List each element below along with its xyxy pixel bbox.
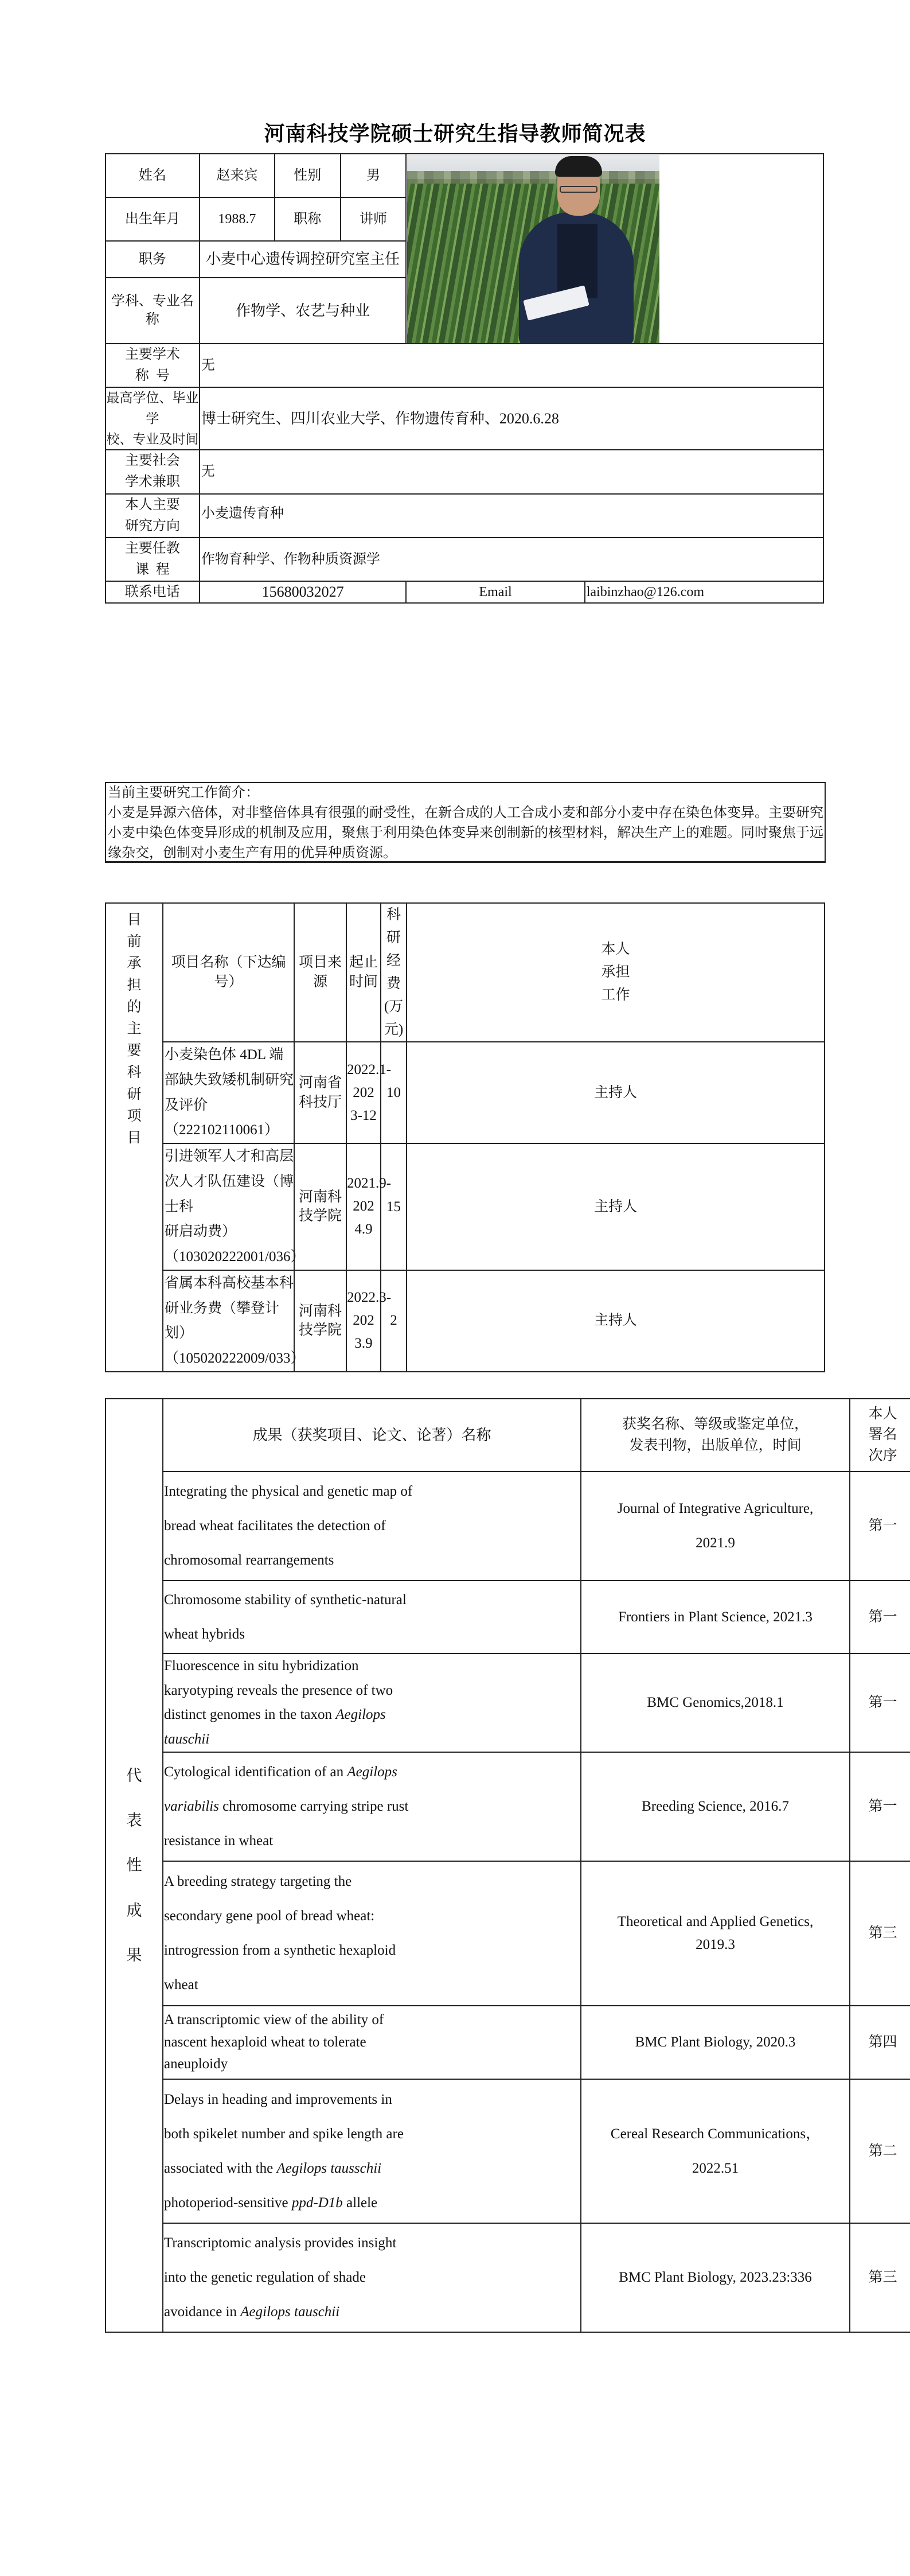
- subject-value: 作物学、农艺与种业: [200, 278, 407, 344]
- title-line: [164, 2186, 580, 2220]
- achievement-title: [163, 1752, 581, 1861]
- rank-value: 讲师: [341, 197, 407, 241]
- birth-label: 出生年月: [106, 197, 200, 241]
- project-role: 主持人: [407, 1143, 825, 1270]
- title-line: introgression from a synthetic hexaploid: [164, 1943, 396, 1958]
- venue-line: Cereal Research Communications，: [610, 2126, 821, 2142]
- project-source: 河南科技学院: [294, 1270, 346, 1372]
- achievement-row: [106, 2223, 910, 2332]
- header-role-line: 本人: [601, 941, 630, 957]
- title-line: karyotyping reveals the presence of two: [164, 1682, 393, 1698]
- title-line: both spikelet number and spike length are: [164, 2126, 404, 2142]
- side-char: 项: [127, 1108, 142, 1124]
- project-name-line: 研启动费）（103020222001/036）: [165, 1224, 305, 1264]
- header-project-period: 起止时间: [346, 903, 381, 1042]
- project-role: 主持人: [407, 1042, 825, 1143]
- title-line: nascent hexaploid wheat to tolerate: [164, 2034, 366, 2050]
- social-label-line2: 学术兼职: [124, 474, 180, 490]
- header-achievement-venue: [581, 1399, 850, 1472]
- venue-line: Breeding Science, 2016.7: [642, 1799, 789, 1815]
- research-value: 小麦遗传育种: [200, 494, 823, 538]
- basic-info-table: [105, 153, 824, 604]
- header-project-funding: [381, 903, 407, 1042]
- title-text: chromosome carrying stripe rust: [218, 1799, 409, 1814]
- academic-title-value: 无: [200, 344, 823, 387]
- gender-label: 性别: [275, 154, 341, 197]
- photo-cell: [406, 154, 823, 344]
- project-name: [163, 1270, 305, 1372]
- achievement-venue: [581, 2079, 850, 2223]
- research-label: [106, 494, 200, 538]
- achievement-row: [106, 2079, 910, 2223]
- achievement-order: 第一: [850, 1472, 910, 1581]
- venue-line: Journal of Integrative Agriculture,: [617, 1501, 814, 1516]
- phone-label: 联系电话: [106, 581, 200, 602]
- photo-glasses: [560, 186, 597, 193]
- achievement-title: [163, 2079, 581, 2223]
- achievement-order: 第一: [850, 1752, 910, 1861]
- side-char: 目: [127, 912, 142, 928]
- side-char: 前: [127, 934, 142, 950]
- project-row: [106, 1143, 825, 1270]
- title-line: Chromosome stability of synthetic-natural: [164, 1591, 407, 1608]
- side-char: 代: [126, 1766, 142, 1784]
- title-line: resistance in wheat: [164, 1833, 274, 1849]
- header-project-name: 项目名称（下达编号）: [163, 903, 294, 1042]
- research-label-line2: 研究方向: [124, 518, 180, 534]
- project-period: [346, 1270, 392, 1372]
- side-char: 主: [127, 1021, 142, 1037]
- achievement-title: [163, 1581, 581, 1653]
- title-italic-text: ppd-D1b: [291, 2194, 343, 2211]
- project-name-line: （222102110061）: [165, 1122, 279, 1138]
- side-char: 担: [127, 978, 142, 993]
- achievement-order: 第二: [850, 2079, 910, 2223]
- side-char: 的: [127, 999, 142, 1015]
- venue-line: BMC Genomics,2018.1: [647, 1695, 784, 1711]
- title-line: A breeding strategy targeting the: [164, 1874, 352, 1889]
- achievement-venue: [581, 2006, 850, 2079]
- title-line: [164, 1789, 580, 1824]
- title-italic-text: Aegilops: [347, 1764, 397, 1780]
- project-period-line: 2022.1-202: [347, 1061, 392, 1100]
- project-source: 河南科技学院: [294, 1143, 346, 1270]
- achievement-row: [106, 1752, 910, 1861]
- academic-title-label-line2: 称 号: [135, 368, 170, 384]
- degree-label: [106, 387, 200, 450]
- header-achievement-order: [850, 1399, 910, 1472]
- title-line: Fluorescence in situ hybridization: [164, 1658, 359, 1674]
- social-value: 无: [200, 450, 823, 493]
- achievement-venue: [581, 2223, 850, 2332]
- degree-value: 博士研究生、四川农业大学、作物遗传育种、2020.6.28: [200, 387, 823, 450]
- achievement-title: [163, 2223, 581, 2332]
- summary-body: 小麦是异源六倍体，对非整倍体具有很强的耐受性，在新合成的人工合成小麦和部分小麦中存在染色体变异。主要研究小麦中染色体变异形成的机制及应用，聚焦于利用染色体变异来创制新的核型材料，解决生产上的难题。同时聚焦于远缘杂交，创制对小麦生产有用的优异种质资源。: [108, 806, 823, 861]
- email-value: laibinzhao@126.com: [585, 581, 823, 602]
- title-italic-text: tauschii: [164, 1731, 210, 1747]
- title-line: [164, 1755, 580, 1789]
- achievement-venue: [581, 1472, 850, 1581]
- courses-label-line2: 课 程: [135, 562, 170, 578]
- projects-table: [105, 902, 825, 1372]
- research-summary: [105, 782, 826, 863]
- achievement-order: 第一: [850, 1653, 910, 1752]
- academic-title-label: [106, 344, 200, 387]
- project-row: [106, 1042, 825, 1143]
- header-funding-line: (万元): [384, 999, 404, 1037]
- achievement-row: [106, 1861, 910, 2006]
- achievements-table: [105, 1398, 910, 2333]
- title-text: distinct genomes in the taxon: [164, 1707, 336, 1722]
- header-project-source: 项目来源: [294, 903, 346, 1042]
- title-line: secondary gene pool of bread wheat:: [164, 1908, 375, 1924]
- title-text: photoperiod-sensitive: [164, 2194, 292, 2211]
- photo-trees: [407, 171, 659, 185]
- achievement-title: [163, 1472, 581, 1581]
- achievement-venue: [581, 1653, 850, 1752]
- summary-heading: 当前主要研究工作简介：: [108, 785, 259, 800]
- project-source: 河南省科技厅: [294, 1042, 346, 1143]
- title-line: bread wheat facilitates the detection of: [164, 1518, 386, 1534]
- side-char: 果: [126, 1946, 142, 1964]
- venue-line: Frontiers in Plant Science, 2021.3: [618, 1609, 813, 1625]
- venue-line: BMC Plant Biology, 2020.3: [635, 2034, 796, 2050]
- header-venue-line: 发表刊物，出版单位，时间: [629, 1437, 802, 1453]
- title-line: chromosomal rearrangements: [164, 1552, 334, 1568]
- title-text: avoidance in: [164, 2304, 241, 2320]
- project-role: 主持人: [407, 1270, 825, 1372]
- courses-label-line1: 主要任教: [124, 541, 180, 557]
- title-line: [164, 1727, 580, 1752]
- title-line: A transcriptomic view of the ability of: [164, 2011, 384, 2028]
- venue-line: 2019.3: [696, 1937, 735, 1952]
- achievement-row: [106, 1653, 910, 1752]
- header-order-line: 次序: [868, 1447, 897, 1464]
- portrait-photo: [407, 155, 659, 343]
- header-project-role: [407, 903, 825, 1042]
- subject-label: 学科、专业名称: [106, 278, 200, 344]
- achievements-side-label: [106, 1399, 163, 2332]
- side-char: 表: [126, 1812, 142, 1830]
- project-period: [346, 1042, 392, 1143]
- title-text: allele: [342, 2194, 378, 2211]
- gender-value: 男: [341, 154, 407, 197]
- title-italic-text: Aegilops tauschii: [240, 2304, 340, 2320]
- achievement-order: 第三: [850, 2223, 910, 2332]
- project-name-line: 引进领军人才和高层次人才队伍建设（博士科: [165, 1149, 294, 1215]
- rank-label: 职称: [275, 197, 341, 241]
- side-char: 性: [126, 1857, 142, 1874]
- photo-person-hair: [555, 156, 602, 177]
- project-period-line: 3.9: [354, 1336, 373, 1352]
- title-line: [164, 2151, 580, 2186]
- phone-value: 15680032027: [200, 581, 407, 602]
- project-period-line: 2022.3-202: [347, 1290, 392, 1329]
- achievement-row: [106, 2006, 910, 2079]
- project-name-line: 小麦染色体 4DL 端部缺失致矮机制研究及评价: [165, 1047, 294, 1113]
- duty-value: 小麦中心遗传调控研究室主任: [200, 241, 407, 278]
- projects-side-label: [106, 903, 163, 1372]
- title-italic-text: Aegilops tausschii: [276, 2160, 382, 2176]
- header-role-line: 承担: [601, 964, 630, 980]
- research-label-line1: 本人主要: [124, 497, 180, 512]
- project-funding: 10: [381, 1042, 407, 1143]
- venue-line: BMC Plant Biology, 2023.23:336: [619, 2270, 812, 2286]
- side-char: 研: [127, 1087, 142, 1102]
- project-funding: 2: [381, 1270, 407, 1372]
- title-line: [164, 1703, 580, 1727]
- achievement-order: 第四: [850, 2006, 910, 2079]
- social-label: [106, 450, 200, 493]
- achievement-venue: [581, 1861, 850, 2006]
- project-period-line: 2021.9-202: [347, 1176, 392, 1215]
- side-char: 目: [127, 1130, 142, 1146]
- header-order-line: 署名: [868, 1427, 897, 1443]
- name-label: 姓名: [106, 154, 200, 197]
- title-italic-text: Aegilops: [335, 1707, 386, 1722]
- venue-line: Theoretical and Applied Genetics,: [617, 1914, 814, 1929]
- achievement-order: 第一: [850, 1581, 910, 1653]
- side-char: 科: [127, 1065, 142, 1080]
- project-period: [346, 1143, 392, 1270]
- email-label: Email: [406, 581, 584, 602]
- header-role-line: 工作: [601, 987, 630, 1003]
- duty-label: 职务: [106, 241, 200, 278]
- header-achievement-name: 成果（获奖项目、论文、论著）名称: [163, 1399, 581, 1472]
- title-line: wheat hybrids: [164, 1626, 245, 1642]
- courses-label: [106, 538, 200, 581]
- title-line: Integrating the physical and genetic map of: [164, 1484, 413, 1499]
- title-line: [164, 2295, 580, 2329]
- project-row: [106, 1270, 825, 1372]
- title-line: Transcriptomic analysis provides insight: [164, 2235, 397, 2251]
- header-order-line: 本人: [868, 1406, 897, 1422]
- title-line: aneuploidy: [164, 2056, 228, 2072]
- name-value: 赵来宾: [200, 154, 275, 197]
- courses-value: 作物育种学、作物种质资源学: [200, 538, 823, 581]
- degree-label-line2: 校、专业及时间: [106, 431, 199, 446]
- page-title: 河南科技学院硕士研究生指导教师简况表: [264, 122, 646, 146]
- achievement-title: [163, 1861, 581, 2006]
- achievement-title: [163, 2006, 581, 2079]
- side-char: 要: [127, 1043, 142, 1059]
- achievement-venue: [581, 1581, 850, 1653]
- achievement-row: [106, 1472, 910, 1581]
- side-char: 承: [127, 956, 142, 971]
- achievement-order: 第三: [850, 1861, 910, 2006]
- project-period-line: 4.9: [354, 1221, 373, 1238]
- header-venue-line: 获奖名称、等级或鉴定单位，: [622, 1417, 809, 1433]
- project-funding: 15: [381, 1143, 407, 1270]
- venue-line: 2021.9: [696, 1535, 735, 1551]
- degree-label-line1: 最高学位、毕业学: [106, 391, 199, 426]
- achievement-venue: [581, 1752, 850, 1861]
- project-name-line: 省属本科高校基本科研业务费（攀登计划）: [165, 1275, 294, 1341]
- title-line: wheat: [164, 1977, 198, 1993]
- project-period-line: 3-12: [350, 1107, 377, 1123]
- project-name: [163, 1042, 294, 1143]
- side-char: 成: [126, 1901, 142, 1919]
- title-text: Cytological identification of an: [164, 1764, 347, 1780]
- title-line: Delays in heading and improvements in: [164, 2091, 392, 2107]
- title-line: into the genetic regulation of shade: [164, 2270, 366, 2285]
- achievement-row: [106, 1581, 910, 1653]
- venue-line: 2022.51: [692, 2160, 739, 2176]
- project-name-line: （105020222009/033）: [165, 1351, 305, 1366]
- project-name: [163, 1143, 305, 1270]
- title-text: associated with the: [164, 2160, 277, 2176]
- achievement-title: [163, 1653, 581, 1752]
- academic-title-label-line1: 主要学术: [124, 347, 180, 362]
- title-italic-text: variabilis: [164, 1799, 219, 1814]
- header-funding-line: 经费: [386, 953, 401, 991]
- header-funding-line: 科研: [386, 907, 401, 945]
- birth-value: 1988.7: [200, 197, 275, 241]
- social-label-line1: 主要社会: [124, 453, 180, 469]
